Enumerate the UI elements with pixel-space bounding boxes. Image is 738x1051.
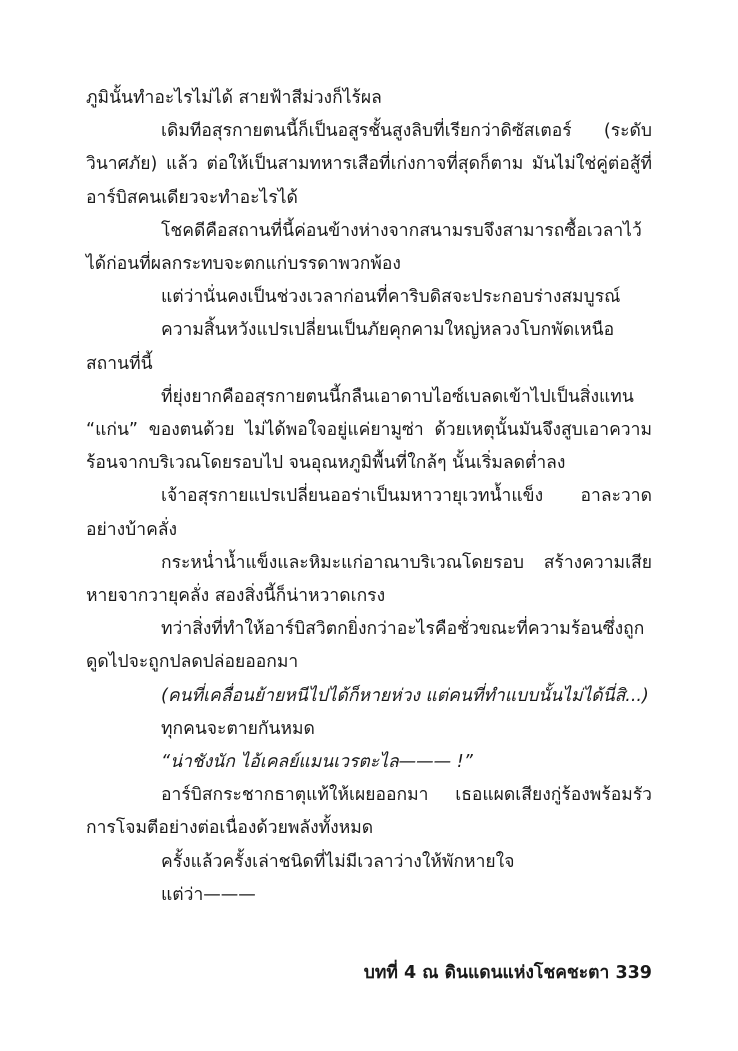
paragraph: แต่ว่านั่นคงเป็นช่วงเวลาก่อนที่คาริบดิสจะประกอบร่างสมบูรณ์ xyxy=(161,287,621,308)
paragraph: ทุกคนจะตายกันหมด xyxy=(161,718,315,739)
paragraph: โชคดีคือสถานที่นี้ค่อนข้างห่างจากสนามรบจึงสามารถซื้อเวลาไว้ได้ก่อนที่ผลกระทบจะตกแก่บรรดาพวกพ้อง xyxy=(86,220,642,275)
paragraph: ครั้งแล้วครั้งเล่าชนิดที่ไม่มีเวลาว่างให้พักหายใจ xyxy=(161,851,515,872)
page-footer: บทที่ 4 ณ ดินแดนแห่งโชคชะตา 339 xyxy=(363,963,652,983)
paragraph: แต่ว่า——— xyxy=(161,884,256,905)
paragraph-thought: (คนที่เคลื่อนย้ายหนีไปได้ก็หายห่วง แต่คนที่ทำแบบนั้นไม่ได้นี่สิ...) xyxy=(161,685,649,706)
paragraph-dialogue: “น่าชังนัก ไอ้เคลย์แมนเวรตะไล——— !” xyxy=(161,752,473,773)
paragraph: เจ้าอสุรกายแปรเปลี่ยนออร่าเป็นมหาวายุเวทน้ำแข็ง อาละวาดอย่างบ้าคลั่ง xyxy=(86,486,652,540)
paragraph: เดิมทีอสุรกายตนนี้ก็เป็นอสูรชั้นสูงลิบที่เรียกว่าดิซัสเตอร์ (ระดับวินาศภัย) แล้ว ต่อให้เป็นสามทหารเสือที่เก่งกาจที่สุดก็ตาม มันไม่ใช่คู่ต่อสู้ที่อาร์บิสคนเดียวจะทำอะไรได้ xyxy=(86,121,652,208)
paragraph: กระหน่ำน้ำแข็งและหิมะแก่อาณาบริเวณโดยรอบ สร้างความเสียหายจากวายุคลั่ง สองสิ่งนี้ก็น่าหวาดเกรง xyxy=(86,552,652,607)
paragraph: ที่ยุ่งยากคืออสุรกายตนนี้กลืนเอาดาบไอซ์เบลดเข้าไปเป็นสิ่งแทน “แก่น” ของตนด้วย ไม่ได้พอใจอยู่แค่ยามูซ่า ด้วยเหตุนั้นมันจึงสูบเอาความร้อนจากบริเวณโดยรอบไป จนอุณหภูมิพื้นที่ใกล้ๆ นั้นเริ่มลดต่ำลง xyxy=(86,386,652,474)
paragraph: ภูมินั้นทำอะไรไม่ได้ สายฟ้าสีม่วงก็ไร้ผล xyxy=(86,88,382,108)
page-body xyxy=(86,82,652,912)
paragraph: ทว่าสิ่งที่ทำให้อาร์บิสวิตกยิ่งกว่าอะไรคือชั่วขณะที่ความร้อนซึ่งถูกดูดไปจะถูกปลดปล่อยออกมา xyxy=(86,619,645,673)
paragraph: อาร์บิสกระชากธาตุแท้ให้เผยออกมา เธอแผดเสียงกู่ร้องพร้อมรัวการโจมตีอย่างต่อเนื่องด้วยพลังทั้งหมด xyxy=(86,785,652,839)
paragraph: ความสิ้นหวังแปรเปลี่ยนเป็นภัยคุกคามใหญ่หลวงโบกพัดเหนือสถานที่นี้ xyxy=(86,320,615,374)
